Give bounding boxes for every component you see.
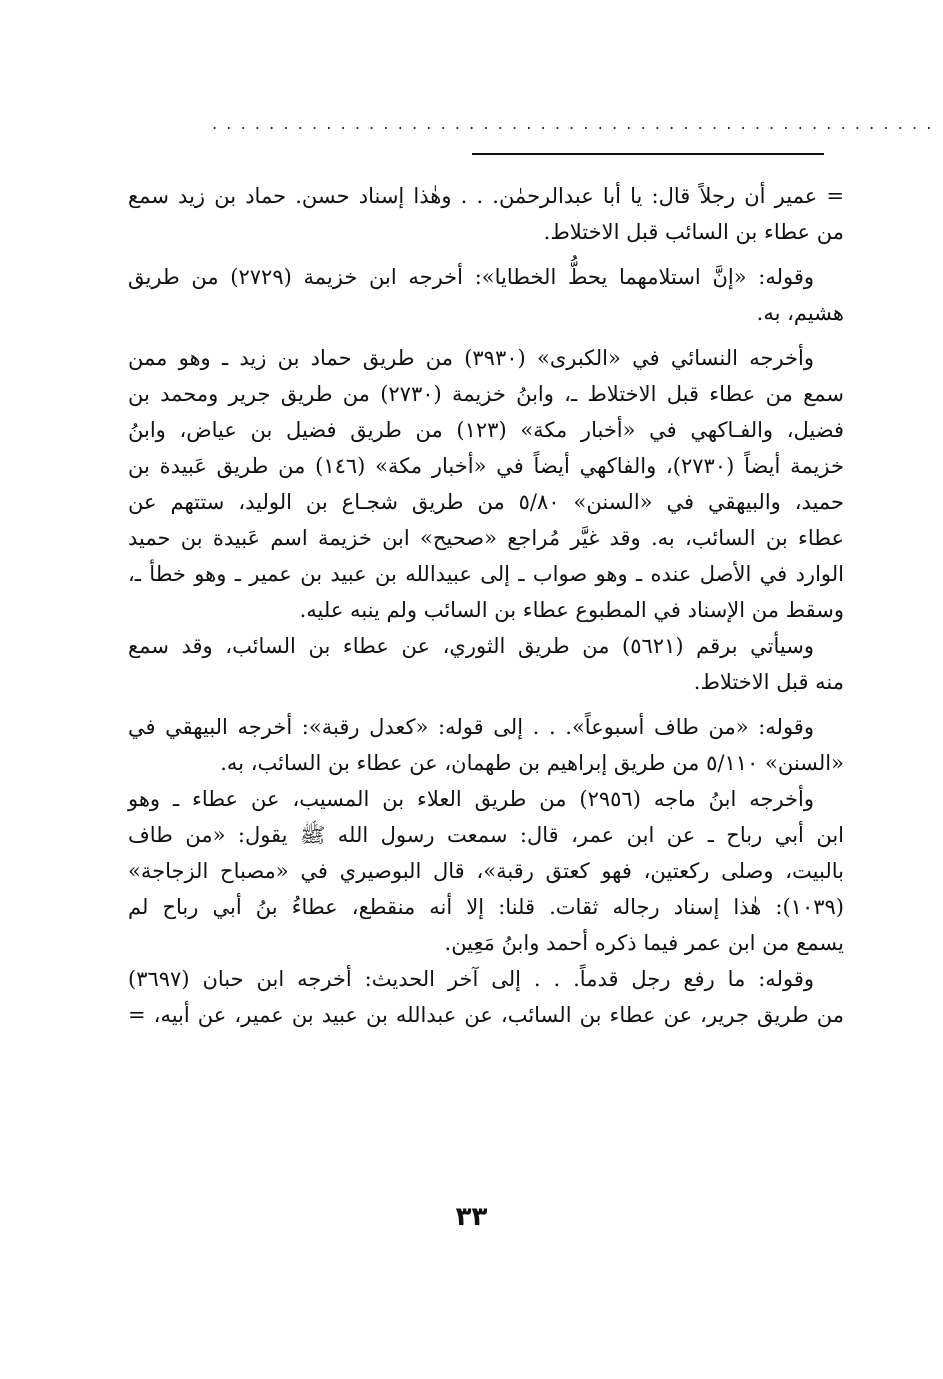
text-line: حميد، والبيهقي في «السنن» ٥/٨٠ من طريق شجـاع بن الوليد، ستتهم عن	[128, 490, 845, 514]
text-line: وأخرجه النسائي في «الكبرى» (٣٩٣٠) من طريق حماد بن زيد ـ وهو ممن	[128, 346, 814, 370]
text-line: وقوله: «من طاف أسبوعاً». . . إلى قوله: «كعدل رقبة»: أخرجه البيهقي في	[128, 715, 814, 739]
text-line: وقوله: ما رفع رجل قدماً. . . إلى آخر الحديث: أخرجه ابن حبان (٣٦٩٧)	[128, 967, 814, 991]
paragraph-gap	[128, 331, 844, 340]
page-number: ٣٣	[455, 1202, 488, 1232]
paragraph-gap	[128, 700, 844, 709]
text-line: (١٠٣٩): هٰذا إسناد رجاله ثقات. قلنا: إلا أنه منقطع، عطاءُ بنُ أبي رباح لم	[128, 895, 844, 919]
text-line: خزيمة أيضاً (٢٧٣٠)، والفاكهي أيضاً في «أخبار مكة» (١٤٦) من طريق عَبيدة بن	[128, 454, 844, 478]
text-line: فضيل، والفـاكهي في «أخبار مكة» (١٢٣) من طريق فضيل بن عياض، وابنُ	[128, 418, 844, 442]
text-line: منه قبل الاختلاط.	[693, 670, 844, 694]
text-line: من عطاء بن السائب قبل الاختلاط.	[543, 220, 844, 244]
text-line: وقوله: «إنَّ استلامهما يحطُّ الخطايا»: أخرجه ابن خزيمة (٢٧٢٩) من طريق	[128, 265, 815, 289]
text-line: ابن أبي رباح ـ عن ابن عمر، قال: سمعت رسول الله ﷺ يقول: «من طاف	[128, 823, 844, 847]
footnote-rule	[472, 153, 824, 155]
text-line: الوارد في الأصل عنده ـ وهو صواب ـ إلى عبيدالله بن عبيد بن عمير ـ وهو خطأ ـ،	[128, 562, 844, 586]
text-line: = عمير أن رجلاً قال: يا أبا عبدالرحمٰن. . . وهٰذا إسناد حسن. حماد بن زيد سمع	[128, 184, 844, 208]
text-line: وأخرجه ابنُ ماجه (٢٩٥٦) من طريق العلاء بن المسيب، عن عطاء ـ وهو	[128, 787, 814, 811]
text-line: من طريق جرير، عن عطاء بن السائب، عن عبدالله بن عبيد بن عمير، عن أبيه، =	[128, 1003, 844, 1027]
text-line: بالبيت، وصلى ركعتين، فهو كعتق رقبة»، قال البوصيري في «مصباح الزجاجة»	[128, 859, 844, 883]
text-line: هشيم، به.	[756, 301, 844, 325]
text-line: «السنن» ٥/١١٠ من طريق إبراهيم بن طهمان، عن عطاء بن السائب، به.	[220, 751, 844, 775]
footnote-body	[128, 178, 844, 1033]
text-line: وسيأتي برقم (٥٦٢١) من طريق الثوري، عن عطاء بن السائب، وقد سمع	[128, 634, 814, 658]
text-line: وسقط من الإسناد في المطبوع عطاء بن السائب ولم ينبه عليه.	[299, 598, 844, 622]
paragraph-gap	[128, 250, 844, 259]
separator-dots: ...................................................	[212, 114, 941, 133]
text-line: عطاء بن السائب، به. وقد غيَّر مُراجع «صحيح» ابن خزيمة اسم عَبيدة بن حميد	[128, 526, 844, 550]
text-line: يسمع من ابن عمر فيما ذكره أحمد وابنُ مَعِين.	[444, 931, 844, 955]
text-line: سمع من عطاء قبل الاختلاط ـ، وابنُ خزيمة (٢٧٣٠) من طريق جرير ومحمد بن	[128, 382, 845, 406]
